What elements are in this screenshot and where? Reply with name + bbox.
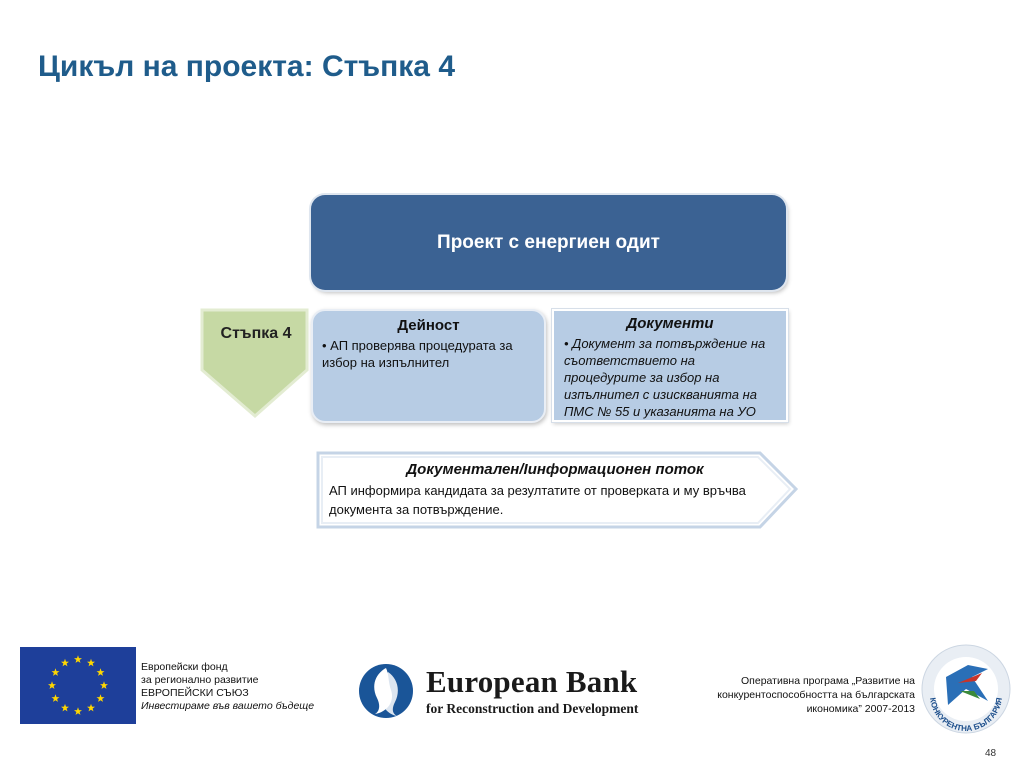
- ebrd-title: European Bank: [426, 664, 638, 699]
- op-programme-text: [690, 674, 915, 716]
- eu-line-3: ЕВРОПЕЙСКИ СЪЮЗ: [141, 687, 249, 699]
- eu-line-1: Европейски фонд: [141, 661, 228, 673]
- eu-star-icon: [87, 704, 95, 712]
- flow-heading: Документален/Iинформационен поток: [406, 461, 704, 478]
- project-box: [311, 195, 786, 290]
- op-logo-text: КОНКУРЕНТНА БЪЛГАРИЯ: [928, 696, 1004, 734]
- eu-star-icon: [97, 694, 105, 702]
- project-box-label: Проект с енергиен одит: [437, 231, 660, 253]
- op-line-1: Оперативна програма „Развитие на: [741, 675, 915, 687]
- eu-star-icon: [97, 668, 105, 676]
- op-line-3: икономика” 2007-2013: [806, 703, 915, 715]
- flow-text: АП информира кандидата за резултатите от проверката и му връчва документа за потвърждение.: [329, 483, 746, 517]
- eu-star-icon: [48, 681, 56, 689]
- eu-star-icon: [61, 659, 69, 667]
- page-number: 48: [985, 748, 997, 759]
- documents-box: [552, 309, 788, 422]
- eu-star-icon: [74, 655, 82, 663]
- eu-flag-icon: [20, 647, 136, 724]
- activity-box: [311, 309, 546, 423]
- slide-title: Цикъл на проекта: Стъпка 4: [38, 50, 456, 83]
- eu-star-icon: [74, 707, 82, 715]
- eu-star-icon: [51, 694, 59, 702]
- eu-star-icon: [61, 704, 69, 712]
- eu-fund-text: [141, 661, 314, 713]
- eu-line-2: за регионално развитие: [141, 674, 259, 686]
- op-line-2: конкурентоспособността на българската: [717, 689, 915, 701]
- ebrd-logo-icon: [357, 662, 415, 720]
- ebrd-subtitle: for Reconstruction and Development: [426, 701, 639, 716]
- documents-heading: Документи: [626, 315, 714, 332]
- activity-heading: Дейност: [397, 317, 460, 334]
- activity-text: • АП проверява процедурата за избор на изпълнител: [322, 338, 513, 370]
- eu-star-icon: [87, 659, 95, 667]
- eu-star-icon: [100, 681, 108, 689]
- step-label: Стъпка 4: [220, 325, 292, 342]
- documents-text: • Документ за потвърждение на съответствието на процедурите за избор на изпълнител с изискванията на ПМС № 55 и указанията на УО: [564, 336, 766, 419]
- eu-line-4: Инвестираме във вашето бъдеще: [141, 700, 315, 712]
- eu-star-icon: [51, 668, 59, 676]
- competitive-bulgaria-logo-icon: [918, 643, 1014, 739]
